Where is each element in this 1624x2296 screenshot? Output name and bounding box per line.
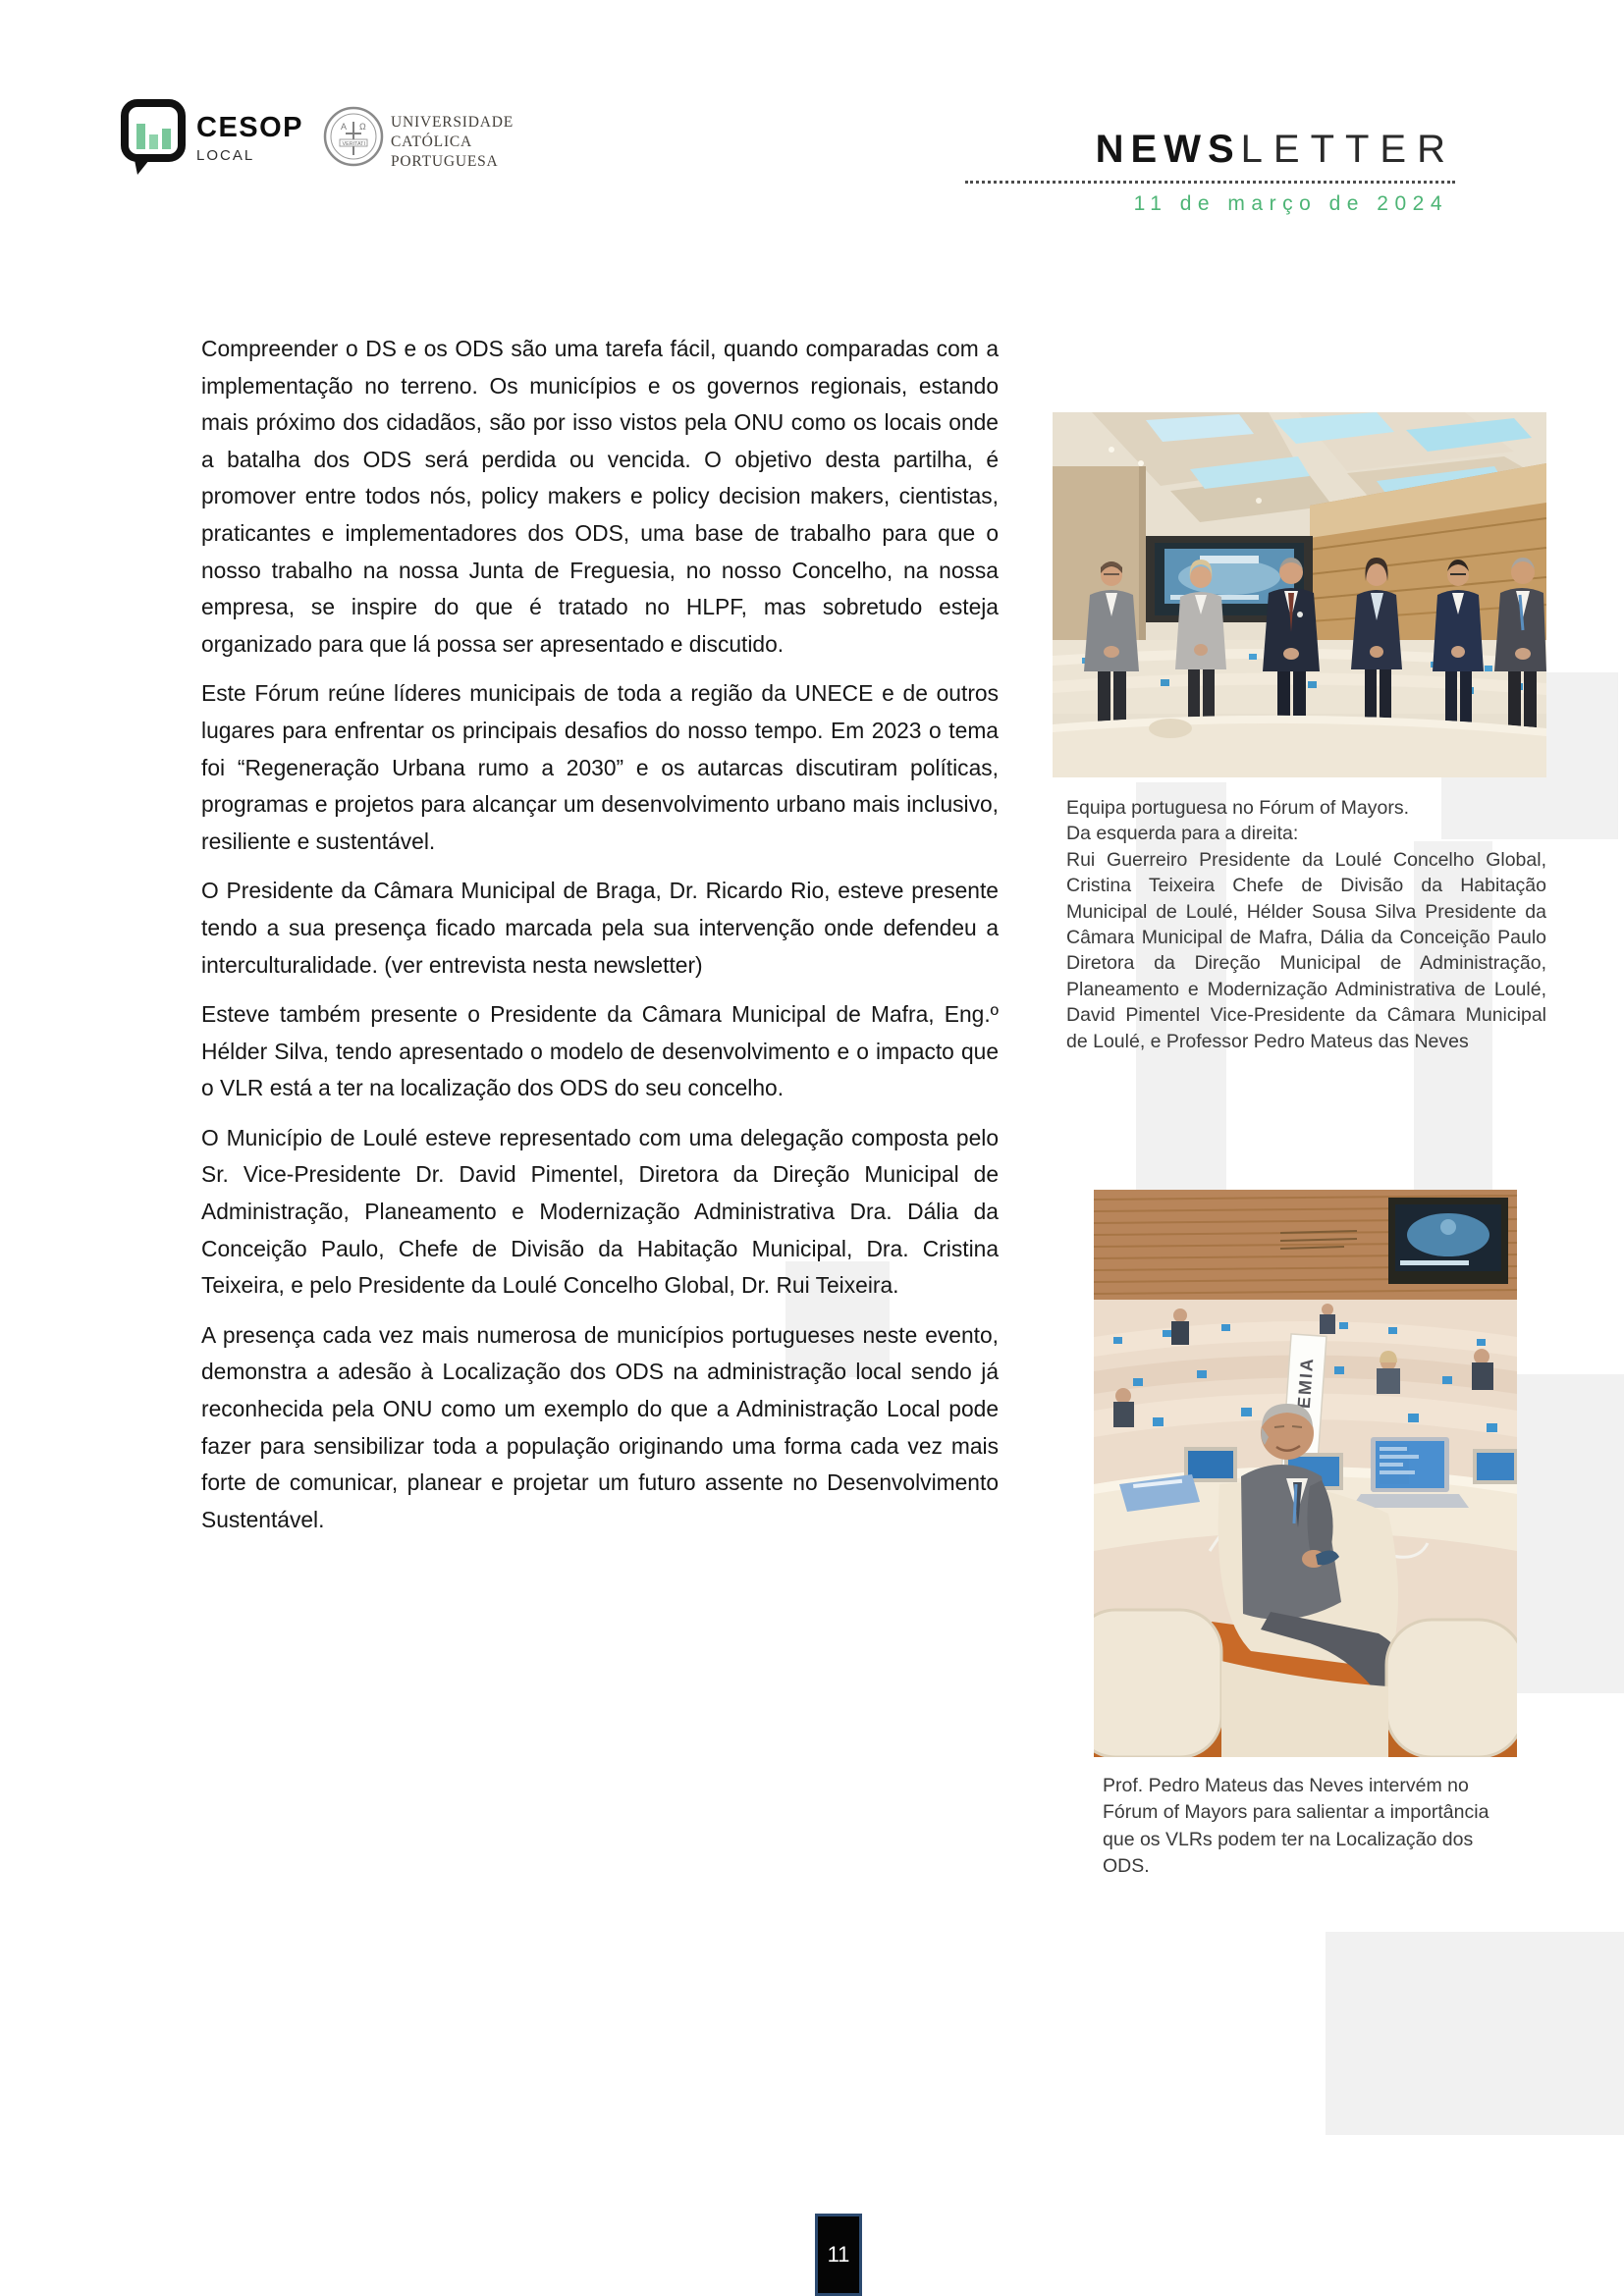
ucp-line: PORTUGUESA (391, 153, 499, 170)
seal-motto: VERITATI (342, 141, 365, 147)
newsletter-title-bold: NEWS (1095, 128, 1241, 171)
photo-pedro-mateus-das-neves (1094, 1190, 1517, 1757)
ucp-line: UNIVERSIDADE (391, 114, 514, 131)
newsletter-title-light: LETTER (1240, 128, 1456, 171)
photo1-caption (1066, 795, 1546, 1054)
paragraph: O Presidente da Câmara Municipal de Braga, Dr. Ricardo Rio, esteve presente tendo a sua presença ficado marcada pela sua intervenção onde defendeu a interculturalidade. (ver entrevista nesta newsletter) (201, 878, 999, 978)
ucp-name (391, 113, 514, 172)
cesop-wordmark (196, 112, 303, 164)
cesop-name: CESOP (196, 112, 304, 143)
ucp-line: CATÓLICA (391, 133, 473, 150)
paragraph: Este Fórum reúne líderes municipais de toda a região da UNECE e de outros lugares para enfrentar os principais desafios do nosso tempo. Em 2023 o tema foi “Regeneração Urbana rumo a 2030” e os autarcas discutiram políticas, programas e projetos para alcançar um desenvolvimento urbano mais inclusivo, resiliente e sustentável. (201, 680, 999, 854)
article-body (201, 331, 999, 1551)
svg-text:Α: Α (341, 122, 348, 132)
cesop-logo-icon (120, 98, 190, 177)
issue-date: 11 de março de 2024 (1133, 192, 1448, 215)
photo1-caption-sub: Da esquerda para a direita: (1066, 823, 1299, 845)
paragraph: Esteve também presente o Presidente da Câmara Municipal de Mafra, Eng.º Hélder Silva, tendo apresentado o modelo de desenvolvimento e o impacto que o VLR está a ter na localização dos ODS do seu concelho. (201, 1001, 999, 1101)
photo1-caption-body: Rui Guerreiro Presidente da Loulé Concelho Global, Cristina Teixeira Chefe de Divisão da Habitação Municipal de Loulé, Hélder Sousa Silva Presidente da Câmara Municipal de Mafra, Dália da Conceição Paulo Diretora da Direção Municipal de Administração, Planeamento e Modernização Administrativa de Loulé, David Pimentel Vice-Presidente da Câmara Municipal de Loulé, e Professor Pedro Mateus das Neves (1066, 848, 1546, 1052)
newsletter-title (965, 128, 1456, 172)
photo2-caption: Prof. Pedro Mateus das Neves intervém no Fórum of Mayors para salientar a importância que os VLRs podem ter na Localização dos ODS. (1103, 1775, 1489, 1878)
svg-text:Ω: Ω (359, 122, 366, 132)
cesop-sub: LOCAL (196, 147, 255, 164)
photo-forum-of-mayors-group (1053, 412, 1546, 777)
watermark-shape (1326, 1932, 1624, 2135)
photo1-caption-title: Equipa portuguesa no Fórum of Mayors. (1066, 797, 1410, 819)
paragraph: O Município de Loulé esteve representado com uma delegação composta pelo Sr. Vice-Presidente Dr. David Pimentel, Diretora da Direção Municipal de Administração, Planeamento e Modernização Administrativa Dra. Dália da Conceição Paulo, Chefe de Divisão da Habitação Municipal, Dra. Cristina Teixeira, e pelo Presidente da Loulé Concelho Global, Dr. Rui Teixeira. (201, 1124, 999, 1299)
page-number: 11 (815, 2214, 862, 2296)
ucp-seal-icon (322, 104, 385, 169)
dotted-divider (965, 181, 1455, 184)
paragraph: A presença cada vez mais numerosa de municípios portugueses neste evento, demonstra a adesão à Localização dos ODS na administração local sendo já reconhecida pela ONU como um exemplo do que a Administração Local pode fazer para sensibilizar toda a população originando uma forma cada vez mais forte de comunicar, planear e projetar um futuro assente no Desenvolvimento Sustentável. (201, 1321, 999, 1532)
paragraph: Compreender o DS e os ODS são uma tarefa fácil, quando comparadas com a implementação no terreno. Os municípios e os governos regionais, estando mais próximo dos cidadãos, são por isso vistos pela ONU como os locais onde a batalha dos ODS será perdida ou vencida. O objetivo desta partilha, é promover entre todos nós, policy makers e policy decision makers, cientistas, praticantes e implementadores dos ODS, uma base de trabalho para que o nosso trabalho na nossa Junta de Freguesia, no nosso Concelho, na nossa empresa, se inspire do que é tratado no HLPF, mas sobretudo esteja organizado para que lá possa ser apresentado e discutido. (201, 336, 999, 657)
